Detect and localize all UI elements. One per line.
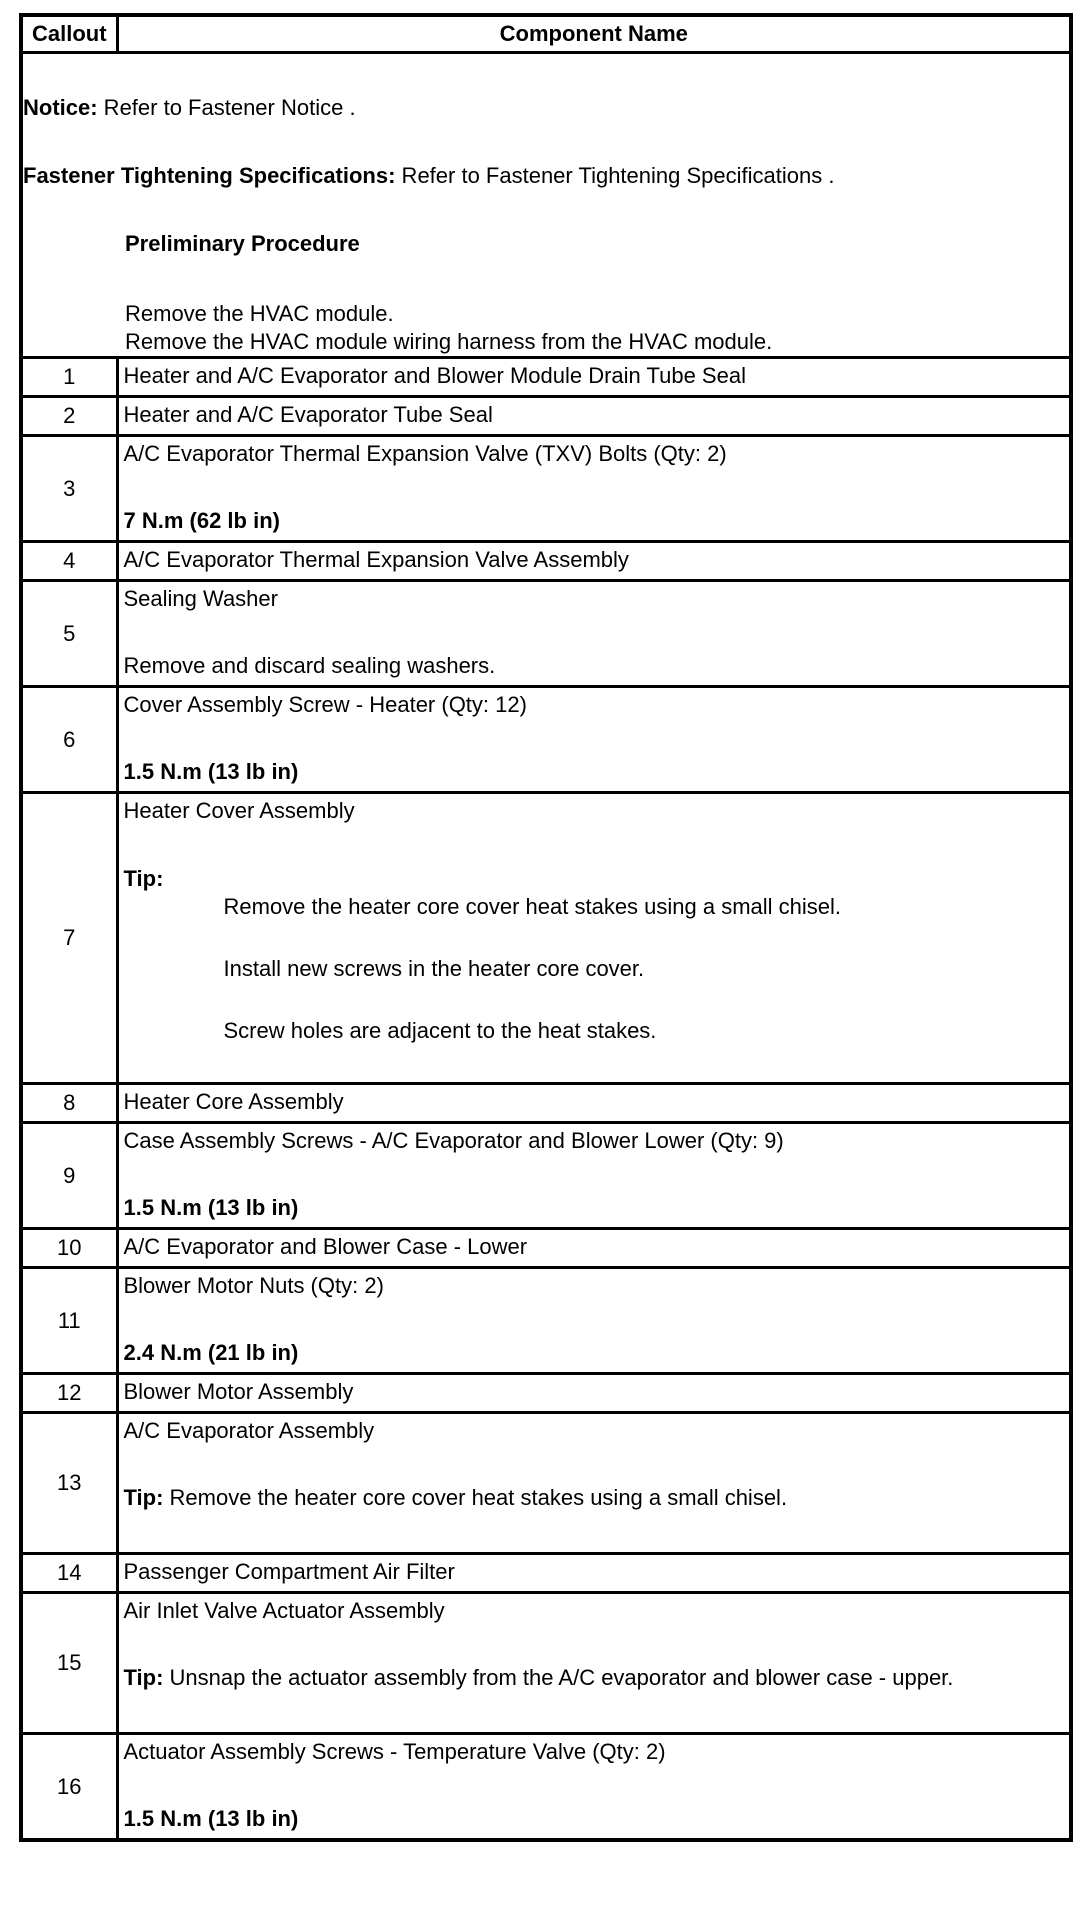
intro-row [21, 53, 1071, 358]
callout-number: 12 [21, 1374, 117, 1413]
preliminary-step: Remove the HVAC module wiring harness from the HVAC module. [125, 329, 773, 354]
component-name: Sealing Washer [123, 586, 278, 611]
component-name: Case Assembly Screws - A/C Evaporator and Blower Lower (Qty: 9) [123, 1128, 784, 1153]
component-cell [117, 1123, 1071, 1229]
component-name: A/C Evaporator Assembly [123, 1418, 375, 1443]
notice-text: Refer to Fastener Notice . [97, 95, 356, 120]
callout-number: 16 [21, 1734, 117, 1841]
table-row [21, 1268, 1071, 1374]
table-row [21, 1734, 1071, 1841]
component-cell [117, 1734, 1071, 1841]
callout-number: 2 [21, 397, 117, 436]
tip-text: Screw holes are adjacent to the heat stakes. [223, 1018, 657, 1043]
component-cell [117, 1413, 1071, 1554]
table-row [21, 1413, 1071, 1554]
component-cell [117, 1593, 1071, 1734]
component-name: Blower Motor Assembly [117, 1374, 1071, 1413]
component-name: A/C Evaporator and Blower Case - Lower [117, 1229, 1071, 1268]
component-name: A/C Evaporator Thermal Expansion Valve Assembly [117, 542, 1071, 581]
component-cell [117, 793, 1071, 1084]
table-row [21, 581, 1071, 687]
component-note: Remove and discard sealing washers. [123, 653, 496, 678]
preliminary-step: Remove the HVAC module. [125, 301, 394, 326]
tip-label: Tip: [123, 866, 164, 891]
table-row [21, 436, 1071, 542]
torque-spec: 1.5 N.m (13 lb in) [123, 1195, 299, 1220]
component-name: Passenger Compartment Air Filter [117, 1554, 1071, 1593]
table-row [21, 542, 1071, 581]
tip-label: Tip: [123, 1485, 164, 1510]
callout-number: 15 [21, 1593, 117, 1734]
component-name: Heater Core Assembly [117, 1084, 1071, 1123]
component-name: Cover Assembly Screw - Heater (Qty: 12) [123, 692, 527, 717]
table-row [21, 687, 1071, 793]
table-row [21, 1229, 1071, 1268]
spec-label: Fastener Tightening Specifications: [23, 163, 396, 188]
tip-text: Unsnap the actuator assembly from the A/C evaporator and blower case - upper. [163, 1665, 954, 1690]
notice-line [23, 94, 1069, 122]
tip-text: Remove the heater core cover heat stakes using a small chisel. [223, 894, 842, 919]
component-cell [117, 687, 1071, 793]
tip-text: Remove the heater core cover heat stakes using a small chisel. [163, 1485, 788, 1510]
callout-number: 3 [21, 436, 117, 542]
callout-number: 4 [21, 542, 117, 581]
callout-number: 8 [21, 1084, 117, 1123]
table-row [21, 358, 1071, 397]
callout-number: 10 [21, 1229, 117, 1268]
callout-number: 5 [21, 581, 117, 687]
spec-line [23, 162, 1069, 190]
callout-number: 1 [21, 358, 117, 397]
torque-spec: 1.5 N.m (13 lb in) [123, 759, 299, 784]
component-name: Actuator Assembly Screws - Temperature Valve (Qty: 2) [123, 1739, 666, 1764]
table-row [21, 793, 1071, 1084]
component-cell [117, 1268, 1071, 1374]
component-name: Heater and A/C Evaporator and Blower Module Drain Tube Seal [117, 358, 1071, 397]
component-name: Air Inlet Valve Actuator Assembly [123, 1598, 445, 1623]
callout-number: 11 [21, 1268, 117, 1374]
table-row [21, 1084, 1071, 1123]
torque-spec: 7 N.m (62 lb in) [123, 508, 280, 533]
torque-spec: 1.5 N.m (13 lb in) [123, 1806, 299, 1831]
table-row [21, 1593, 1071, 1734]
tip-label: Tip: [123, 1665, 164, 1690]
spec-text: Refer to Fastener Tightening Specifications . [395, 163, 835, 188]
table-row [21, 1123, 1071, 1229]
component-cell [117, 436, 1071, 542]
component-name: Blower Motor Nuts (Qty: 2) [123, 1273, 384, 1298]
tip-line [124, 1664, 1066, 1692]
callout-number: 6 [21, 687, 117, 793]
component-name: A/C Evaporator Thermal Expansion Valve (TXV) Bolts (Qty: 2) [123, 441, 727, 466]
torque-spec: 2.4 N.m (21 lb in) [123, 1340, 299, 1365]
component-cell [117, 581, 1071, 687]
notice-label: Notice: [23, 95, 98, 120]
table-row [21, 397, 1071, 436]
callout-number: 7 [21, 793, 117, 1084]
callout-number: 9 [21, 1123, 117, 1229]
tip-line [124, 1484, 1066, 1512]
component-table [19, 13, 1073, 1842]
callout-number: 14 [21, 1554, 117, 1593]
intro-cell [21, 53, 1071, 358]
component-name: Heater and A/C Evaporator Tube Seal [117, 397, 1071, 436]
table-row [21, 1554, 1071, 1593]
tip-text: Install new screws in the heater core cover. [223, 956, 645, 981]
component-name: Heater Cover Assembly [123, 798, 355, 823]
preliminary-title: Preliminary Procedure [125, 231, 360, 256]
callout-number: 13 [21, 1413, 117, 1554]
component-name-header: Component Name [117, 15, 1071, 53]
table-header-row [21, 15, 1071, 53]
callout-header: Callout [21, 15, 117, 53]
table-row [21, 1374, 1071, 1413]
